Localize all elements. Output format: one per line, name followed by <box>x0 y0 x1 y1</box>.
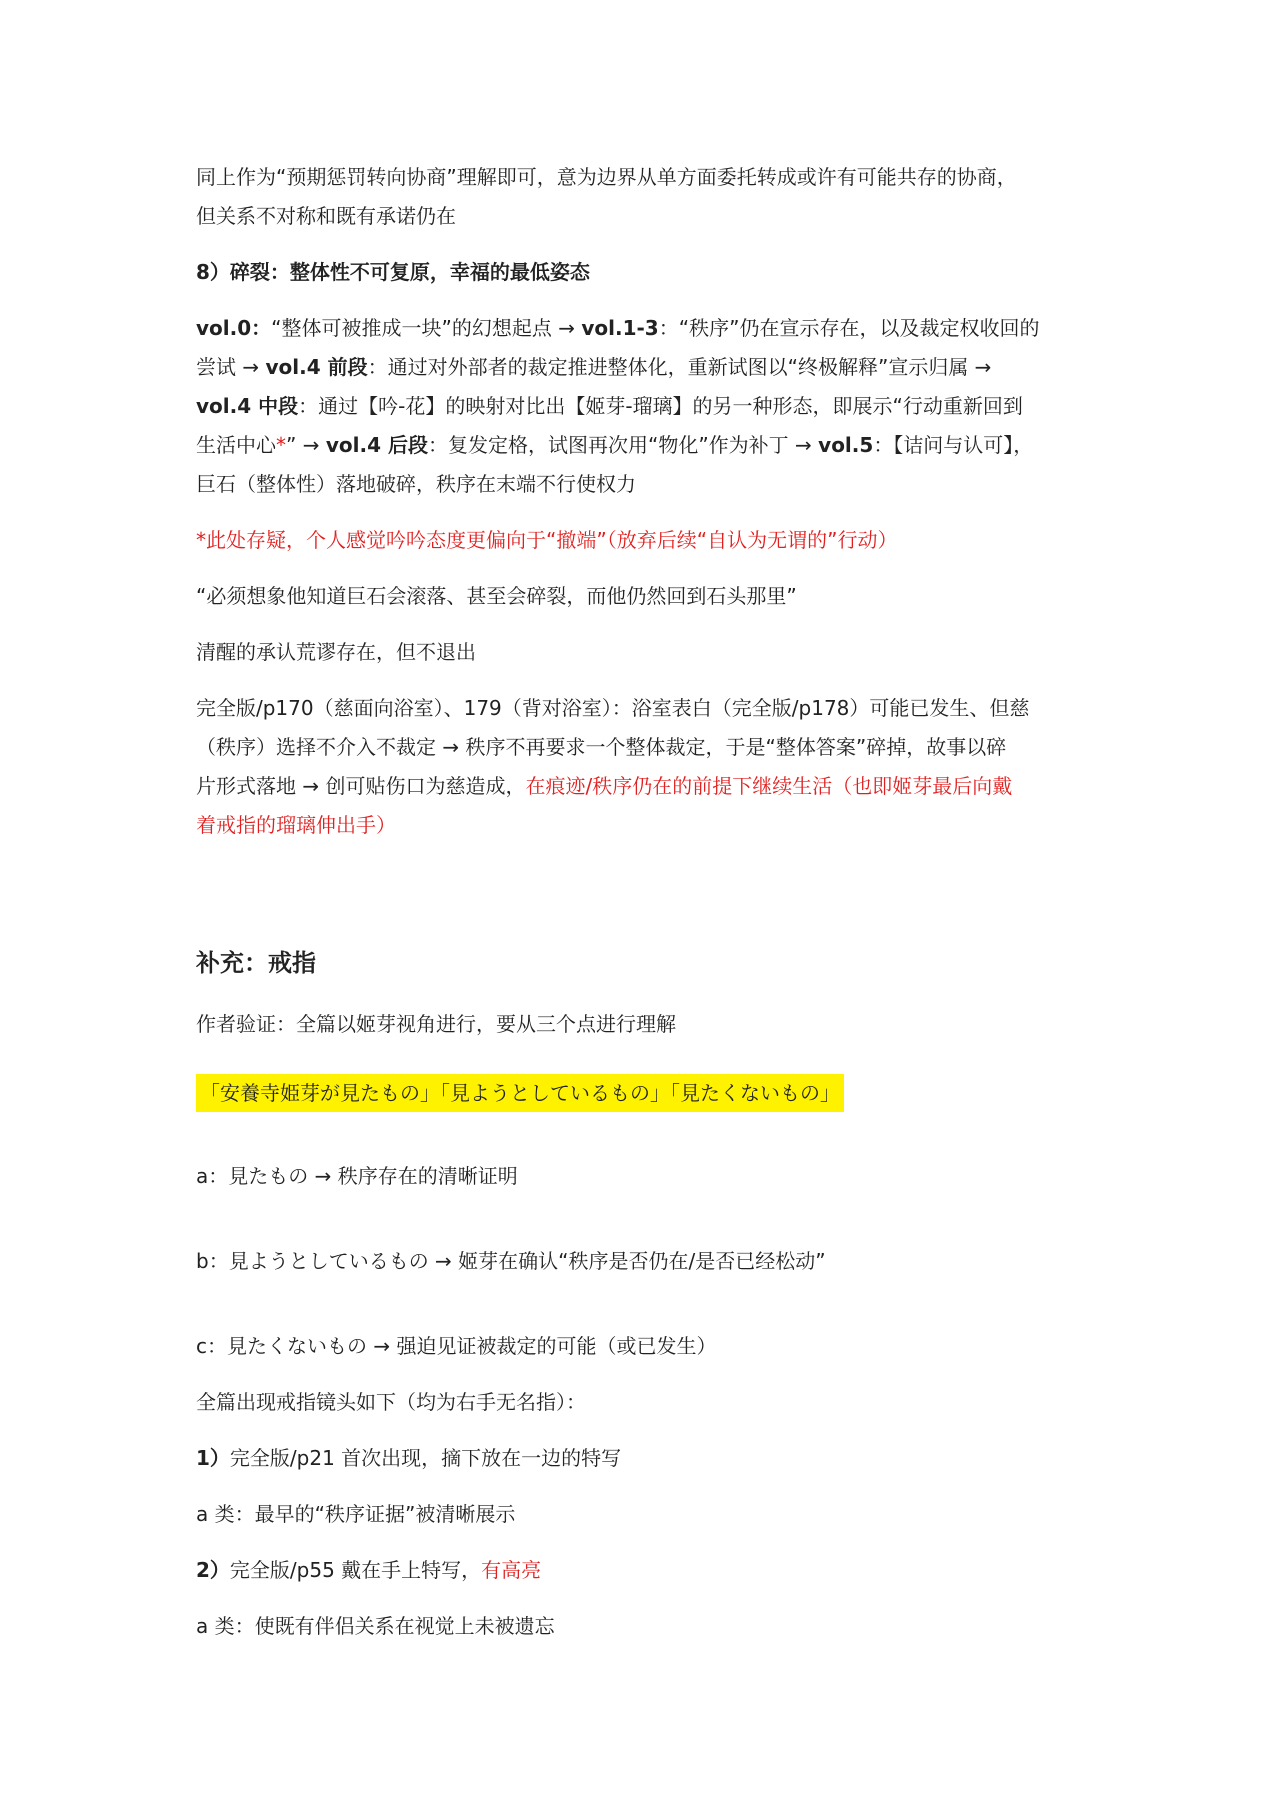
document-body <box>196 158 1096 1646</box>
ring-item-2 <box>196 1551 1096 1590</box>
item-text: 完全版/p21 首次出现，摘下放在一边的特写 <box>229 1446 622 1470</box>
author-note: 作者验证：全篇以姬芽视角进行，要从三个点进行理解 <box>196 1012 676 1036</box>
footnote-marker: * <box>276 433 286 457</box>
rings-intro: 全篇出现戒指镜头如下（均为右手无名指）： <box>196 1390 586 1414</box>
timeline-text: ” → <box>286 433 326 457</box>
point-b <box>196 1242 1096 1281</box>
vol4-mid-label: vol.4 中段 <box>196 394 299 418</box>
supplement-heading: 补充：戒指 <box>196 949 316 977</box>
bathroom-paragraph <box>196 689 1096 845</box>
highlighted-quote: 「安養寺姫芽が見たもの」「見ようとしているもの」「見たくないもの」 <box>196 1074 844 1112</box>
paragraph-line: 完全版/p170（慈面向浴室）、179（背对浴室）：浴室表白（完全版/p178）可能已发生、但慈 <box>196 696 1030 720</box>
timeline-text: ：通过【吟-花】的映射对比出【姬芽-瑠璃】的另一种形态，即展示“行动重新回到 <box>298 394 1023 418</box>
highlighted-text: 有高亮 <box>481 1558 542 1582</box>
vol4-early-label: vol.4 前段 <box>265 355 368 379</box>
item-text: 完全版/p55 戴在手上特写， <box>229 1558 482 1582</box>
section-8-heading: 8）碎裂：整体性不可复原，幸福的最低姿态 <box>196 260 590 284</box>
highlighted-text: 着戒指的瑠璃伸出手） <box>196 813 396 837</box>
intro-paragraph <box>196 158 1096 236</box>
vol1-3-label: vol.1-3 <box>581 316 659 340</box>
point-label: a： <box>196 1164 229 1188</box>
footnote-paragraph: *此处存疑，个人感觉吟吟态度更偏向于“撤端”（放弃后续“自认为无谓的”行动） <box>196 528 898 552</box>
timeline-text: 巨石（整体性）落地破碎，秩序在末端不行使权力 <box>196 472 636 496</box>
paragraph-line: 片形式落地 → 创可贴伤口为慈造成， <box>196 774 526 798</box>
timeline-text: 尝试 → <box>196 355 266 379</box>
paragraph-line: （秩序）选择不介入不裁定 → 秩序不再要求一个整体裁定，于是“整体答案”碎掉，故事以碎 <box>196 735 1007 759</box>
point-text: → 强迫见证被裁定的可能（或已发生） <box>367 1334 717 1358</box>
point-c <box>196 1327 1096 1366</box>
ring-item-1 <box>196 1439 1096 1478</box>
point-japanese: 見たもの <box>228 1164 309 1188</box>
vol4-late-label: vol.4 后段 <box>325 433 428 457</box>
item-number: 1） <box>196 1446 230 1470</box>
timeline-text: ：【诘问与认可】， <box>873 433 1034 457</box>
item-number: 2） <box>196 1558 230 1582</box>
timeline-text: ：复发定格，试图再次用“物化”作为补丁 → <box>427 433 819 457</box>
point-text: → 姬芽在确认“秩序是否仍在/是否已经松动” <box>428 1249 826 1273</box>
timeline-text: 生活中心 <box>196 433 276 457</box>
vol0-label: vol.0： <box>196 316 272 340</box>
vol5-label: vol.5 <box>818 433 874 457</box>
point-japanese: 見たくないもの <box>227 1334 367 1358</box>
timeline-text: ：“秩序”仍在宣示存在，以及裁定权收回的 <box>658 316 1040 340</box>
point-label: b： <box>196 1249 229 1273</box>
intro-line-2: 但关系不对称和既有承诺仍在 <box>196 204 456 228</box>
highlight-block <box>196 1074 1096 1113</box>
awake-paragraph: 清醒的承认荒谬存在，但不退出 <box>196 640 476 664</box>
quote-paragraph: “必须想象他知道巨石会滚落、甚至会碎裂，而他仍然回到石头那里” <box>196 584 797 608</box>
point-a <box>196 1157 1096 1196</box>
timeline-text: ：通过对外部者的裁定推进整体化，重新试图以“终极解释”宣示归属 → <box>367 355 992 379</box>
point-label: c： <box>196 1334 227 1358</box>
timeline-text: “整体可被推成一块”的幻想起点 → <box>271 316 582 340</box>
intro-line-1: 同上作为“预期惩罚转向协商”理解即可，意为边界从单方面委托转成或许有可能共存的协商， <box>196 165 1017 189</box>
ring-item-1-note: a 类：最早的“秩序证据”被清晰展示 <box>196 1502 516 1526</box>
point-japanese: 見ようとしているもの <box>228 1249 429 1273</box>
volume-timeline-paragraph <box>196 309 1096 504</box>
highlighted-text: 在痕迹/秩序仍在的前提下继续生活（也即姬芽最后向戴 <box>525 774 1013 798</box>
ring-item-2-note: a 类：使既有伴侣关系在视觉上未被遗忘 <box>196 1614 555 1638</box>
point-text: → 秩序存在的清晰证明 <box>308 1164 518 1188</box>
